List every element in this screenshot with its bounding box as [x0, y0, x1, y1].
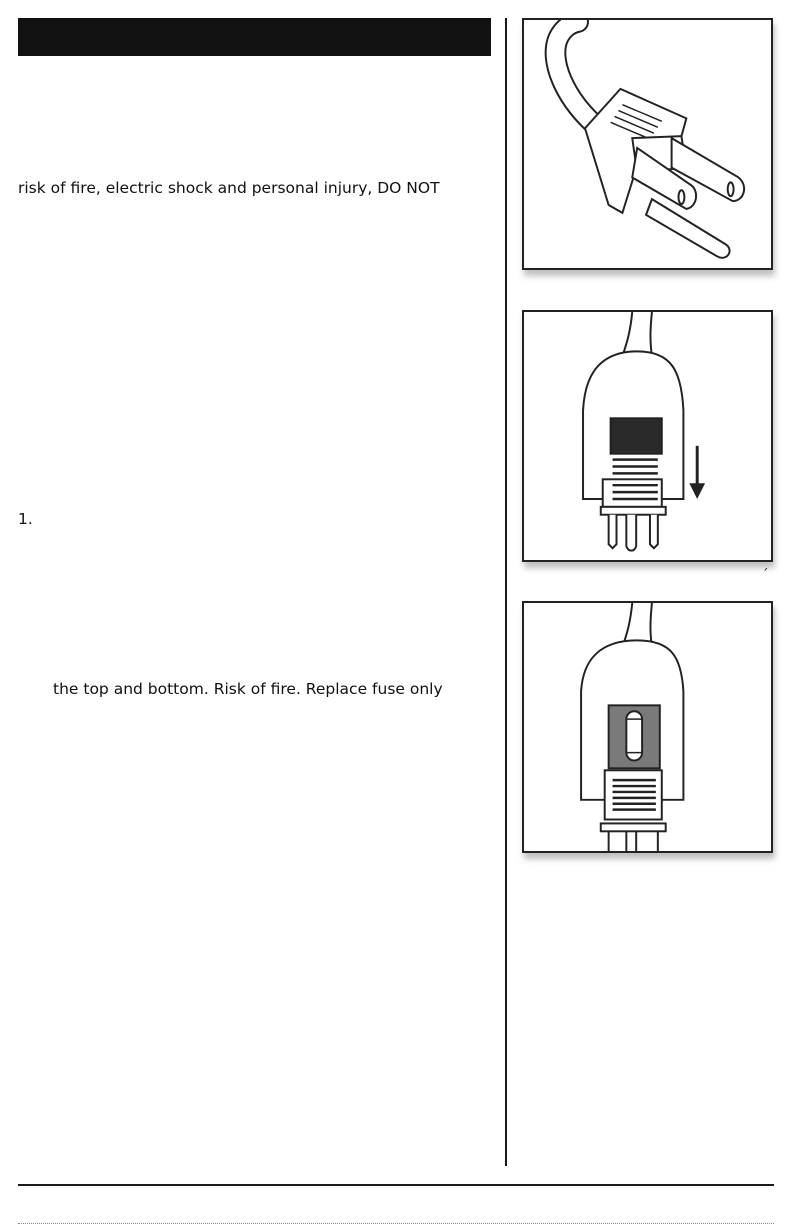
page-edge-dotted-line — [18, 1223, 774, 1224]
fuse-warning-line: the top and bottom. Risk of fire. Replace fuse only — [53, 680, 443, 698]
footer-rule — [18, 1184, 774, 1186]
stray-mark: ´ — [762, 568, 769, 583]
figure-fuse-cover-open — [522, 310, 773, 562]
figure-fuse-exposed — [522, 601, 773, 853]
section-header-bar — [18, 18, 491, 56]
fuse-cover-open-icon — [524, 312, 771, 560]
fire-warning-line: risk of fire, electric shock and personal injury, DO NOT — [18, 179, 440, 197]
figure-polarized-plug — [522, 18, 773, 270]
step-number: 1. — [18, 510, 33, 528]
polarized-plug-icon — [524, 20, 771, 268]
column-divider — [505, 18, 507, 1166]
fuse-exposed-icon — [524, 603, 771, 851]
